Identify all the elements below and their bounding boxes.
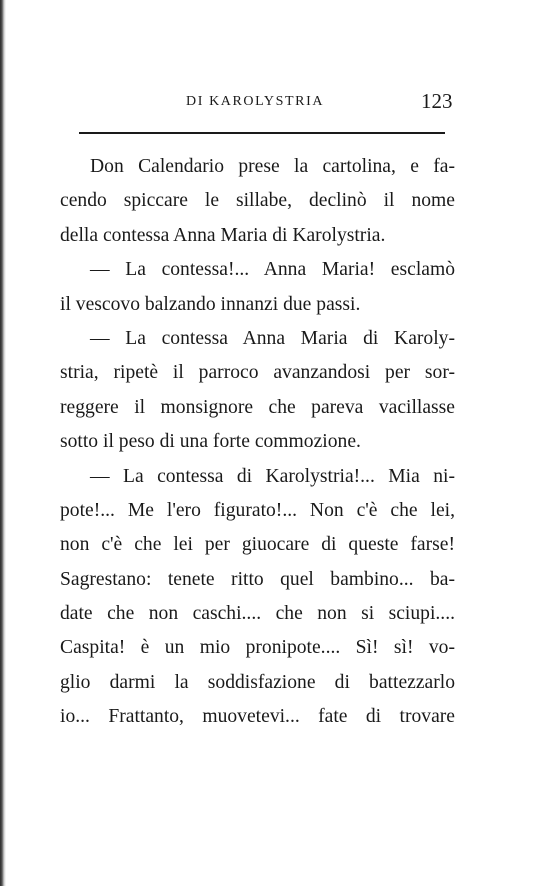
page-header xyxy=(0,85,549,115)
text-line: Don Calendario prese la cartolina, e fa- xyxy=(90,156,455,177)
text-line: — La contessa!... Anna Maria! esclamò xyxy=(90,259,455,281)
header-rule xyxy=(79,132,445,134)
text-line: stria, ripetè il parroco avanzandosi per sor- xyxy=(60,362,455,384)
text-line: il vescovo balzando innanzi due passi. xyxy=(60,293,361,315)
page-binding-edge xyxy=(0,0,6,886)
text-line: cendo spiccare le sillabe, declinò il nome xyxy=(60,190,455,212)
text-line: io... Frattanto, muovetevi... fate di trovare xyxy=(60,706,455,728)
text-line: della contessa Anna Maria di Karolystria. xyxy=(60,224,386,246)
page-number: 123 xyxy=(421,89,453,113)
text-line: Sagrestano: tenete ritto quel bambino... ba- xyxy=(60,568,455,590)
text-line: — La contessa Anna Maria di Karoly- xyxy=(90,327,455,349)
running-title: DI KAROLYSTRIA xyxy=(186,94,325,109)
text-line: glio darmi la soddisfazione di battezzarlo xyxy=(60,671,455,693)
body-text xyxy=(60,150,455,735)
text-line: non c'è che lei per giuocare di queste farse! xyxy=(60,534,455,556)
text-line: reggere il monsignore che pareva vacillasse xyxy=(60,396,455,418)
text-line: Caspita! è un mio pronipote.... Sì! sì! vo- xyxy=(60,637,455,659)
text-line: date che non caschi.... che non si sciupi.... xyxy=(60,603,455,625)
text-line: pote!... Me l'ero figurato!... Non c'è che lei, xyxy=(60,499,455,521)
text-line: — La contessa di Karolystria!... Mia ni- xyxy=(90,465,455,487)
text-line: sotto il peso di una forte commozione. xyxy=(60,431,361,453)
